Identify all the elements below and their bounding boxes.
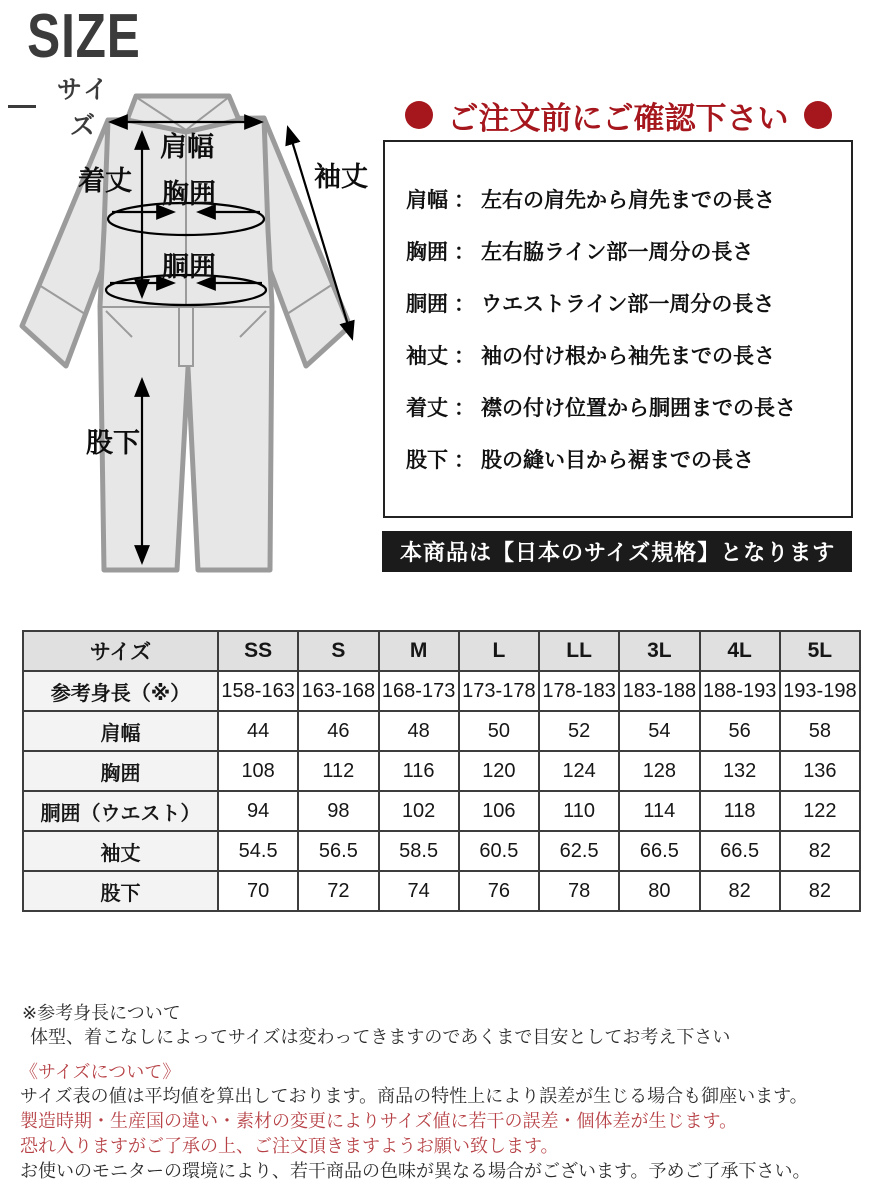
- size-table-corner-header: サイズ: [23, 631, 218, 671]
- definition-colon: ：: [454, 293, 475, 316]
- size-table-cell: 70: [218, 871, 298, 911]
- definition-colon: ：: [454, 449, 475, 472]
- size-table-size-header: L: [459, 631, 539, 671]
- size-table-cell: 82: [780, 831, 860, 871]
- definition-text: 襟の付け位置から胴囲までの長さ: [481, 397, 796, 420]
- confirm-panel-title: ご注文前にご確認下さい: [447, 100, 789, 136]
- size-table-cell: 58: [780, 711, 860, 751]
- size-table-cell: 82: [780, 871, 860, 911]
- size-table-cell: 193-198: [780, 671, 860, 711]
- size-table-cell: 106: [459, 791, 539, 831]
- definition-item: [406, 381, 851, 433]
- size-table-row-label: 参考身長（※）: [23, 671, 218, 711]
- size-table-cell: 58.5: [379, 831, 459, 871]
- size-table-row-label: 胸囲: [23, 751, 218, 791]
- size-table-row: [23, 831, 860, 871]
- reference-height-note-title: ※参考身長について: [22, 1003, 181, 1023]
- size-table-size-header: 5L: [780, 631, 860, 671]
- size-table-cell: 72: [298, 871, 378, 911]
- definition-text: ウエストライン部一周分の長さ: [481, 293, 775, 316]
- size-table-cell: 76: [459, 871, 539, 911]
- size-table-body: [23, 631, 860, 911]
- size-table-size-header: S: [298, 631, 378, 671]
- definition-item: [406, 433, 851, 485]
- size-table-cell: 163-168: [298, 671, 378, 711]
- size-table-cell: 94: [218, 791, 298, 831]
- size-table-cell: 60.5: [459, 831, 539, 871]
- size-table-size-header: M: [379, 631, 459, 671]
- reference-height-note-body: 体型、着こなしによってサイズは変わってきますのであくまで目安としてお考え下さい: [30, 1027, 731, 1047]
- definition-text: 左右の肩先から肩先までの長さ: [481, 189, 775, 212]
- definition-term: 胴囲: [406, 293, 448, 316]
- size-table-cell: 48: [379, 711, 459, 751]
- size-table-cell: 188-193: [700, 671, 780, 711]
- size-logo-title: SIZE: [27, 2, 141, 71]
- size-table-cell: 62.5: [539, 831, 619, 871]
- size-note-title: 《サイズについて》: [20, 1062, 181, 1082]
- diagram-label-body-length: 着丈: [78, 166, 132, 196]
- size-table-row: [23, 751, 860, 791]
- size-table-cell: 122: [780, 791, 860, 831]
- size-table-cell: 54.5: [218, 831, 298, 871]
- size-table-cell: 112: [298, 751, 378, 791]
- size-table-cell: 44: [218, 711, 298, 751]
- size-table-row: [23, 791, 860, 831]
- note-line: 恐れ入りますがご了承の上、ご注文頂きますようお願い致します。: [20, 1136, 559, 1156]
- definition-item: [406, 173, 851, 225]
- size-table-row: [23, 671, 860, 711]
- size-table-cell: 74: [379, 871, 459, 911]
- size-table-row-label: 胴囲（ウエスト）: [23, 791, 218, 831]
- note-lines: [20, 1084, 811, 1184]
- size-table-cell: 116: [379, 751, 459, 791]
- size-table-cell: 56.5: [298, 831, 378, 871]
- definition-text: 股の縫い目から裾までの長さ: [481, 449, 754, 472]
- size-table-row-label: 股下: [23, 871, 218, 911]
- size-table: [22, 630, 861, 912]
- coverall-measurement-diagram: [0, 84, 380, 594]
- size-table-cell: 173-178: [459, 671, 539, 711]
- confirm-panel-title-row: [383, 95, 853, 135]
- definition-text: 袖の付け根から袖先までの長さ: [481, 345, 775, 368]
- size-table-cell: 120: [459, 751, 539, 791]
- definition-term: 股下: [406, 449, 448, 472]
- size-table-size-header: 3L: [619, 631, 699, 671]
- definition-colon: ：: [454, 397, 475, 420]
- note-line: 製造時期・生産国の違い・素材の変更によりサイズ値に若干の誤差・個体差が生じます。: [20, 1111, 738, 1131]
- red-dot-icon: [405, 101, 433, 129]
- diagram-label-inseam: 股下: [86, 428, 140, 458]
- size-table-cell: 136: [780, 751, 860, 791]
- size-table-cell: 46: [298, 711, 378, 751]
- diagram-label-sleeve-length: 袖丈: [314, 162, 368, 192]
- size-table-cell: 66.5: [619, 831, 699, 871]
- size-table-row-label: 袖丈: [23, 831, 218, 871]
- definition-term: 胸囲: [406, 241, 448, 264]
- size-table-cell: 80: [619, 871, 699, 911]
- size-table-cell: 178-183: [539, 671, 619, 711]
- definition-colon: ：: [454, 345, 475, 368]
- definition-colon: ：: [454, 189, 475, 212]
- size-table-cell: 82: [700, 871, 780, 911]
- diagram-label-shoulder-width: 肩幅: [160, 132, 214, 162]
- definition-item: [406, 329, 851, 381]
- size-table-cell: 114: [619, 791, 699, 831]
- definition-item: [406, 277, 851, 329]
- japan-size-notice-text: 本商品は【日本のサイズ規格】となります: [400, 540, 836, 565]
- definition-term: 着丈: [406, 397, 448, 420]
- size-table-cell: 108: [218, 751, 298, 791]
- size-table-cell: 78: [539, 871, 619, 911]
- size-table-cell: 158-163: [218, 671, 298, 711]
- diagram-label-chest: 胸囲: [162, 179, 216, 209]
- definition-text: 左右脇ライン部一周分の長さ: [481, 241, 754, 264]
- size-table-cell: 66.5: [700, 831, 780, 871]
- size-table-row: [23, 871, 860, 911]
- size-table-row-label: 肩幅: [23, 711, 218, 751]
- size-table-cell: 110: [539, 791, 619, 831]
- measurement-definitions-box: [383, 140, 853, 518]
- size-table-cell: 132: [700, 751, 780, 791]
- note-line: サイズ表の値は平均値を算出しております。商品の特性上により誤差が生じる場合も御座います。: [20, 1086, 808, 1106]
- definition-term: 袖丈: [406, 345, 448, 368]
- red-dot-icon: [804, 101, 832, 129]
- size-table-cell: 54: [619, 711, 699, 751]
- size-table-size-header: 4L: [700, 631, 780, 671]
- diagram-label-waist: 胴囲: [162, 252, 216, 282]
- size-logo-subtitle: サイズ: [56, 76, 112, 140]
- size-table-header-row: [23, 631, 860, 671]
- size-table-cell: 124: [539, 751, 619, 791]
- size-table-cell: 168-173: [379, 671, 459, 711]
- size-table-size-header: SS: [218, 631, 298, 671]
- size-table-cell: 50: [459, 711, 539, 751]
- size-table-size-header: LL: [539, 631, 619, 671]
- size-table-cell: 56: [700, 711, 780, 751]
- size-table-cell: 98: [298, 791, 378, 831]
- definition-item: [406, 225, 851, 277]
- size-table-cell: 128: [619, 751, 699, 791]
- size-table-row: [23, 711, 860, 751]
- definition-term: 肩幅: [406, 189, 448, 212]
- size-table-cell: 102: [379, 791, 459, 831]
- size-table-cell: 183-188: [619, 671, 699, 711]
- note-line: お使いのモニターの環境により、若干商品の色味が異なる場合がございます。予めご了承下さい。: [20, 1161, 811, 1181]
- japan-size-notice-bar: [382, 531, 852, 572]
- size-table-cell: 52: [539, 711, 619, 751]
- definition-colon: ：: [454, 241, 475, 264]
- size-table-cell: 118: [700, 791, 780, 831]
